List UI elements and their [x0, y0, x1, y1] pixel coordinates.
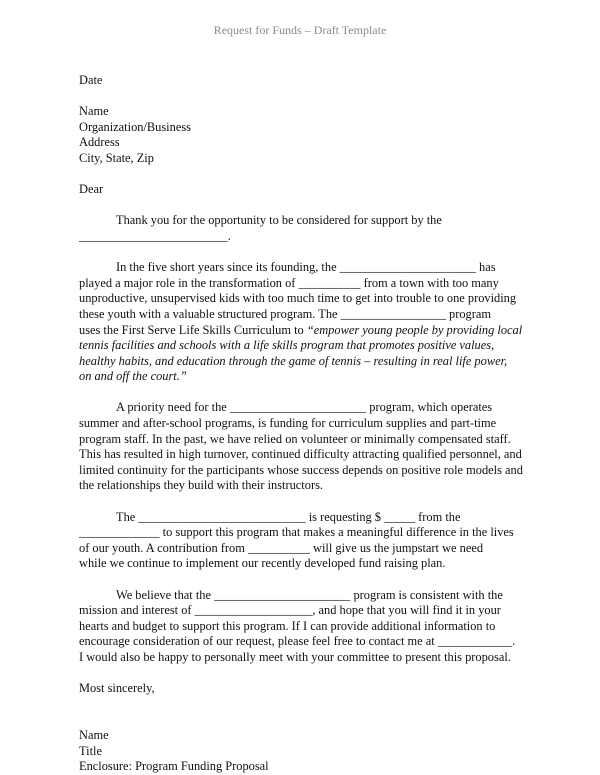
signature-block — [79, 728, 524, 775]
paragraph-line: of our youth. A contribution from __________ will give us the jumpstart we need — [79, 540, 484, 555]
paragraph-line: program staff. In the past, we have relied on volunteer or minimally compensated staff. — [79, 431, 511, 446]
paragraph-4 — [79, 510, 524, 572]
address-block — [79, 73, 524, 167]
paragraph-line: In the five short years since its founding, the ______________________ has — [116, 260, 496, 275]
signer-title: Title — [79, 743, 102, 758]
page-header: Request for Funds – Draft Template — [213, 23, 387, 37]
paragraph-line: I would also be happy to personally meet with your committee to present this proposal. — [79, 649, 511, 664]
paragraph-1 — [79, 213, 524, 244]
plain-text: uses the First Serve Life Skills Curriculum to — [79, 322, 307, 337]
recipient-address: Address — [79, 135, 120, 150]
paragraph-2 — [79, 260, 524, 385]
paragraph-line: Thank you for the opportunity to be considered for support by the — [116, 213, 442, 228]
paragraph-line: hearts and budget to support this program. If I can provide additional information to — [79, 618, 496, 633]
closing: Most sincerely, — [79, 681, 155, 696]
paragraph-line: This has resulted in high turnover, continued difficulty attracting qualified personnel, and — [79, 447, 522, 462]
paragraph-line: summer and after-school programs, is funding for curriculum supplies and part-time — [79, 416, 497, 431]
quoted-text: on and off the court.” — [79, 369, 187, 384]
recipient-organization: Organization/Business — [79, 119, 191, 134]
recipient-name: Name — [79, 104, 109, 119]
paragraph-line — [79, 369, 524, 385]
signer-name: Name — [79, 727, 109, 742]
date-line: Date — [79, 73, 103, 87]
letter-body — [79, 73, 524, 775]
paragraph-line: while we continue to implement our recently developed fund raising plan. — [79, 556, 446, 571]
paragraph-3 — [79, 400, 524, 494]
paragraph-line: limited continuity for the participants whose success depends on positive role models and — [79, 462, 523, 477]
quoted-text: healthy habits, and education through the game of tennis – resulting in real life power, — [79, 353, 508, 368]
paragraph-line: The ___________________________ is requesting $ _____ from the — [116, 509, 461, 524]
paragraph-5 — [79, 588, 524, 666]
paragraph-line: _____________ to support this program that makes a meaningful difference in the lives — [79, 525, 514, 540]
paragraph-line: ________________________. — [79, 228, 231, 243]
paragraph-line — [79, 354, 524, 370]
salutation: Dear — [79, 182, 104, 197]
paragraph-line: mission and interest of ___________________, and hope that you will find it in your — [79, 603, 501, 618]
paragraph-line: played a major role in the transformation of __________ from a town with too many — [79, 275, 499, 290]
enclosure-line: Enclosure: Program Funding Proposal — [79, 759, 269, 774]
paragraph-line — [79, 338, 524, 354]
paragraph-line: the relationships they build with their instructors. — [79, 478, 323, 493]
quoted-text: tennis facilities and schools with a life skills program that promotes positive values, — [79, 338, 495, 353]
quoted-text: “empower young people by providing local — [306, 322, 523, 337]
paragraph-line: encourage consideration of our request, please feel free to contact me at ____________. — [79, 634, 516, 649]
paragraph-line: We believe that the ______________________ program is consistent with the — [116, 587, 503, 602]
paragraph-line: these youth with a valuable structured program. The _________________ program — [79, 306, 492, 321]
paragraph-line: A priority need for the ______________________ program, which operates — [116, 400, 493, 415]
paragraph-line: unproductive, unsupervised kids with too much time to get into trouble to one providing — [79, 291, 517, 306]
paragraph-line — [79, 323, 524, 339]
recipient-city-state-zip: City, State, Zip — [79, 150, 154, 165]
